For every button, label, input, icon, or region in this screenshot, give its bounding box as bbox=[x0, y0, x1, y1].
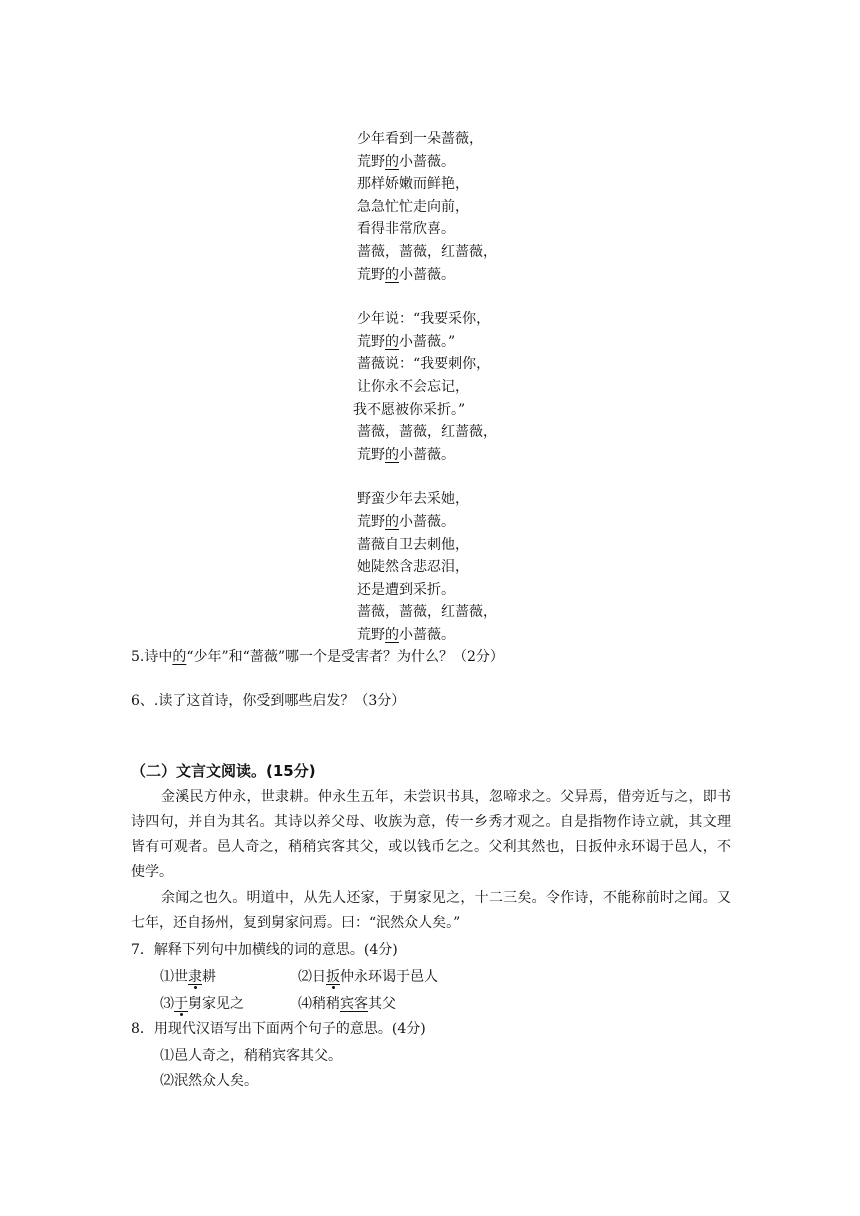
poem-refrain bbox=[357, 264, 617, 287]
poem-line: 少年看到一朵蔷薇， bbox=[357, 131, 483, 147]
question-8-item-2: ⑵泯然众人矣。 bbox=[160, 1073, 258, 1089]
item-text: ⑶ bbox=[160, 996, 174, 1012]
poem-line: 让你永不会忘记， bbox=[357, 378, 469, 395]
classical-text-paragraph-1: 金溪民方仲永，世隶耕。仲永生五年，未尝识书具，忽啼求之。父异焉，借旁近与之，即书诗四句，并自为其名。其诗以养父母、收族为意，传一乡秀才观之。自是指物作诗立就，其文理皆有可观者。邑人奇之，稍稍宾客其父，或以钱币乞之。父利其然也，日扳仲永环谒于邑人，不使学。 bbox=[131, 789, 731, 880]
poem-line: 那样娇嫩而鲜艳， bbox=[357, 176, 469, 193]
question-text: 5.诗中 bbox=[131, 649, 173, 665]
poem-line: 野蛮少年去采她， bbox=[357, 491, 469, 508]
question-8: 8．用现代汉语写出下面两个句子的意思。(4分) bbox=[131, 1021, 426, 1037]
target-word: 扳 bbox=[326, 969, 340, 985]
poem-line: 还是遭到采折。 bbox=[357, 581, 455, 598]
poem-word: 荒野 bbox=[357, 333, 385, 350]
item-text: 仲永环谒于邑人 bbox=[340, 969, 438, 985]
poem-line: 看得非常欣喜。 bbox=[357, 221, 455, 238]
poem-stanza-1 bbox=[357, 128, 617, 286]
poem-word: 小蔷薇。 bbox=[399, 153, 455, 170]
poem-line: 蔷薇，蔷薇，红蔷薇， bbox=[357, 243, 497, 260]
target-word: 隶 bbox=[188, 969, 202, 985]
question-7-item-2 bbox=[298, 965, 438, 989]
item-text: 耕 bbox=[202, 969, 216, 985]
underlined-word: 的 bbox=[385, 446, 399, 463]
poem-line: 急急忙忙走向前， bbox=[357, 198, 469, 215]
question-7-item-1 bbox=[160, 965, 216, 989]
underlined-word: 的 bbox=[385, 333, 399, 350]
poem-refrain bbox=[357, 444, 617, 467]
poem-word: 小蔷薇。 bbox=[399, 626, 455, 643]
poem-word: 荒野 bbox=[357, 266, 385, 283]
question-7: 7．解释下列句中加横线的词的意思。(4分) bbox=[131, 942, 398, 958]
poem-line: 我不愿被你采折。” bbox=[353, 401, 466, 418]
poem-stanza-3 bbox=[357, 488, 617, 646]
item-text: ⑴世 bbox=[160, 969, 188, 985]
poem-word: 荒野 bbox=[357, 513, 385, 530]
poem-line bbox=[357, 331, 617, 354]
poem-word: 小蔷薇。” bbox=[399, 333, 456, 350]
underlined-word: 的 bbox=[385, 626, 399, 643]
question-7-item-3 bbox=[160, 992, 244, 1016]
item-text: ⑵日 bbox=[298, 969, 326, 985]
item-text: ⑷稍稍 bbox=[298, 996, 340, 1012]
poem-refrain bbox=[357, 624, 617, 647]
poem-line: 少年说：“我要采你， bbox=[357, 311, 491, 328]
classical-text-paragraph-2: 余闻之也久。明道中，从先人还家，于舅家见之，十二三矣。令作诗，不能称前时之闻。又七年，还自扬州，复到舅家问焉。曰：“泯然众人矣。” bbox=[131, 890, 731, 931]
poem-word: 荒野 bbox=[357, 446, 385, 463]
poem-word: 小蔷薇。 bbox=[399, 446, 455, 463]
poem-line: 蔷薇，蔷薇，红蔷薇， bbox=[357, 424, 497, 441]
poem-stanza-2 bbox=[353, 308, 617, 466]
underlined-word: 的 bbox=[172, 649, 187, 665]
underlined-word: 的 bbox=[385, 266, 399, 283]
poem-word: 小蔷薇。 bbox=[399, 266, 455, 283]
poem-line: 蔷薇，蔷薇，红蔷薇， bbox=[357, 604, 497, 621]
poem-line: 蔷薇自卫去刺他， bbox=[357, 536, 469, 553]
item-text: 其父 bbox=[368, 996, 396, 1012]
question-6: 6、.读了这首诗，你受到哪些启发？（3分） bbox=[131, 693, 406, 709]
poem-word: 荒野 bbox=[357, 626, 385, 643]
poem-word: 荒野 bbox=[357, 153, 385, 170]
item-text: 舅家见之 bbox=[188, 996, 244, 1012]
underlined-word: 的 bbox=[385, 513, 399, 530]
poem-line: 她陡然含悲忍泪， bbox=[357, 559, 469, 576]
section-title: （二）文言文阅读。(15分) bbox=[131, 762, 316, 780]
question-5 bbox=[131, 646, 504, 668]
poem-word: 小蔷薇。 bbox=[399, 513, 455, 530]
poem-line: 蔷薇说：“我要刺你， bbox=[357, 356, 491, 373]
poem bbox=[353, 128, 617, 668]
poem-line bbox=[357, 511, 617, 534]
question-text: “少年”和“蔷薇”哪一个是受害者？为什么？（2分） bbox=[186, 649, 504, 665]
underlined-word: 的 bbox=[385, 153, 399, 170]
poem-line bbox=[357, 151, 617, 174]
target-word: 宾客 bbox=[340, 996, 368, 1012]
target-word: 于 bbox=[174, 996, 188, 1012]
question-7-item-4 bbox=[298, 992, 396, 1016]
question-8-item-1: ⑴邑人奇之，稍稍宾客其父。 bbox=[160, 1048, 342, 1064]
